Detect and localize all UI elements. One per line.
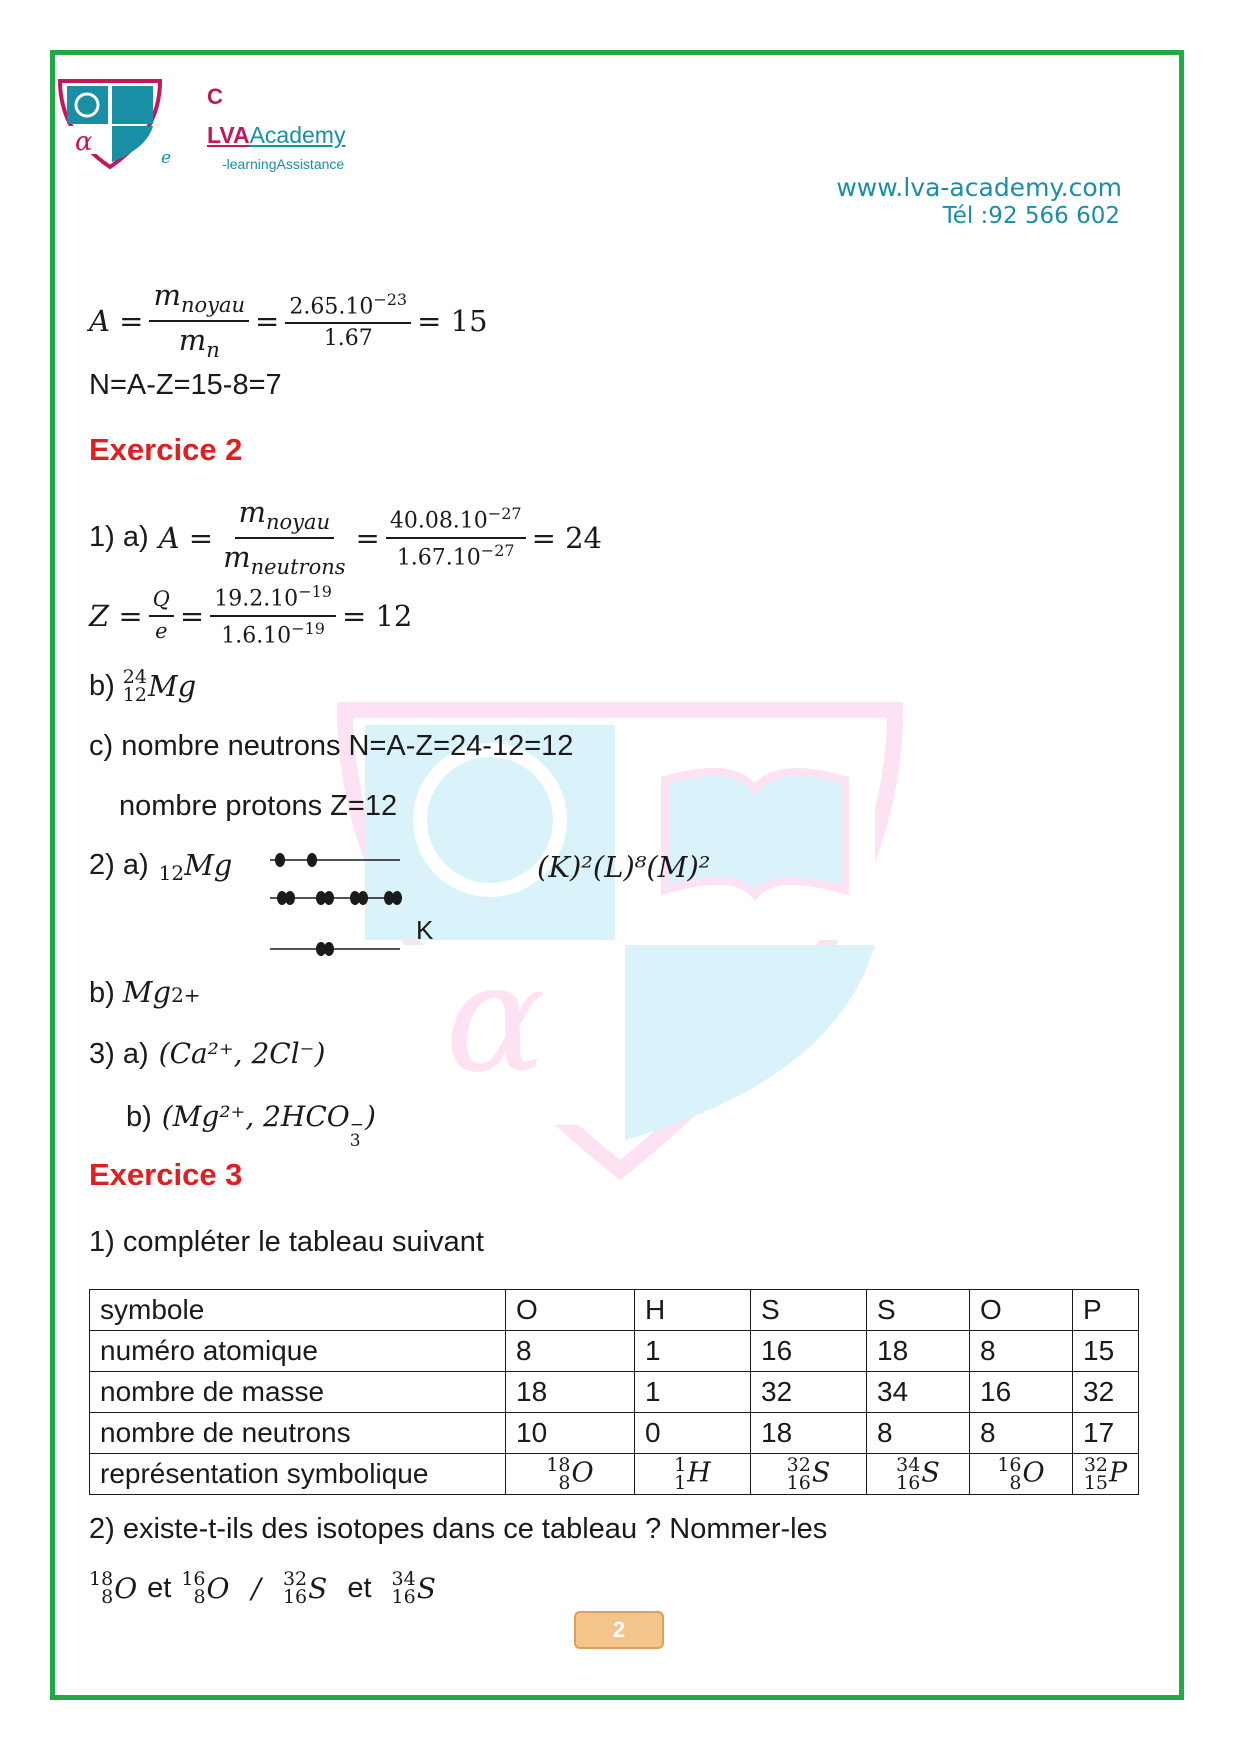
electron-configuration: (K)²(L)⁸(M)² (537, 850, 711, 884)
table-cell: S (867, 1290, 970, 1331)
isotope-table (89, 1289, 1139, 1495)
ex2-q3a: 3) a) (Ca²⁺, 2Cl⁻) (89, 1037, 326, 1070)
table-row (90, 1413, 1139, 1454)
table-cell: 17 (1073, 1413, 1139, 1454)
table-cell: 8 (970, 1331, 1073, 1372)
calc-lhs: A = (89, 303, 144, 338)
ex2-q1c-protons: nombre protons Z=12 (119, 790, 398, 822)
brand-lva: LVA (207, 122, 250, 148)
ex3-q1: 1) compléter le tableau suivant (89, 1226, 484, 1258)
exercise-3-heading: Exercice 3 (89, 1157, 243, 1192)
row-label: symbole (90, 1290, 506, 1331)
table-cell: O (506, 1290, 635, 1331)
isotopes-answer: 18 8 O et 16 8 O / 32 16 S et 34 16 S (89, 1568, 436, 1609)
brand-academy: Academy (249, 122, 346, 148)
calc-result: = 15 (417, 303, 488, 338)
ex2-q2b: b) Mg 2+ (89, 975, 201, 1009)
row-label: représentation symbolique (90, 1454, 506, 1495)
ex2-q1b: b) 24 12 Mg (89, 666, 197, 707)
table-cell: 10 (506, 1413, 635, 1454)
table-cell: 18 (506, 1372, 635, 1413)
table-cell: 0 (635, 1413, 751, 1454)
mass-number-calc: A = $\frac{m_{noyau}}{m_n}$ = $\frac{2.65.10^{-23}}{1.67}$ = 15 (89, 278, 488, 362)
symbol-notation: 1 1 H (635, 1454, 751, 1495)
phone-number: Tél :92 566 602 (942, 203, 1120, 229)
table-cell: 1 (635, 1331, 751, 1372)
table-cell: 8 (970, 1413, 1073, 1454)
ex2-q1c: c) nombre neutrons N=A-Z=24-12=12 (89, 730, 574, 762)
ex2-q2a: 2) a) $_{12}$ Mg (89, 848, 233, 885)
symbol-notation: 32 16 S (751, 1454, 867, 1495)
neutrons-line: N=A-Z=15-8=7 (89, 369, 282, 401)
fraction-values: $\frac{2.65.10^{-23}}{1.67}$ (285, 291, 411, 352)
ex2-q1a: 1) a) A = $\frac{m_{noyau}}{m_{neutrons}}$ = $\frac{40.08.10^{-27}}{1.67.10^{-27}}$ = 24 (89, 495, 602, 579)
table-cell: 15 (1073, 1331, 1139, 1372)
table-row (90, 1372, 1139, 1413)
table-cell: 18 (867, 1331, 970, 1372)
table-cell: 18 (751, 1413, 867, 1454)
table-cell: 32 (1073, 1372, 1139, 1413)
ex2-z-calc: Z = $\frac{Q}{e}$ = $\frac{19.2.10^{-19}}{1.6.10^{-19}}$ = 12 (89, 582, 413, 648)
table-cell: P (1073, 1290, 1139, 1331)
brand-name (207, 122, 345, 149)
table-cell: 8 (867, 1413, 970, 1454)
table-cell: 8 (506, 1331, 635, 1372)
symbol-notation: 16 8 O (970, 1454, 1073, 1495)
table-cell: 32 (751, 1372, 867, 1413)
table-cell: 1 (635, 1372, 751, 1413)
shell-k-label: K (416, 915, 434, 945)
table-cell: 16 (970, 1372, 1073, 1413)
row-label: numéro atomique (90, 1331, 506, 1372)
svg-text:α: α (75, 127, 93, 157)
table-cell: 16 (751, 1331, 867, 1372)
svg-text:α: α (445, 932, 547, 1106)
logo-e: e (161, 148, 172, 168)
fraction-mass-ratio: $\frac{m_{noyau}}{m_n}$ (149, 280, 249, 362)
table-row (90, 1331, 1139, 1372)
logo-letter: C (207, 84, 223, 109)
table-cell: O (970, 1290, 1073, 1331)
brand-subtitle: -learningAssistance (222, 156, 345, 172)
ex2-q3b: b) (Mg²⁺, 2HCO − 3 ) (126, 1100, 376, 1152)
ex3-q2: 2) existe-t-ils des isotopes dans ce tableau ? Nommer-les (89, 1513, 828, 1545)
table-cell: 34 (867, 1372, 970, 1413)
electron-shells-diagram (265, 848, 415, 963)
row-label: nombre de masse (90, 1372, 506, 1413)
row-label: nombre de neutrons (90, 1413, 506, 1454)
table-cell: H (635, 1290, 751, 1331)
symbol-notation: 18 8 O (506, 1454, 635, 1495)
table-cell: S (751, 1290, 867, 1331)
symbol-notation: 34 16 S (867, 1454, 970, 1495)
symbol-notation: 32 15 P (1073, 1454, 1139, 1495)
table-row (90, 1454, 1139, 1495)
exercise-2-heading: Exercice 2 (89, 432, 243, 467)
page-number: 2 (574, 1611, 664, 1649)
lva-logo-shield (57, 78, 163, 170)
website-link[interactable]: www.lva-academy.com (836, 173, 1122, 202)
table-row (90, 1290, 1139, 1331)
